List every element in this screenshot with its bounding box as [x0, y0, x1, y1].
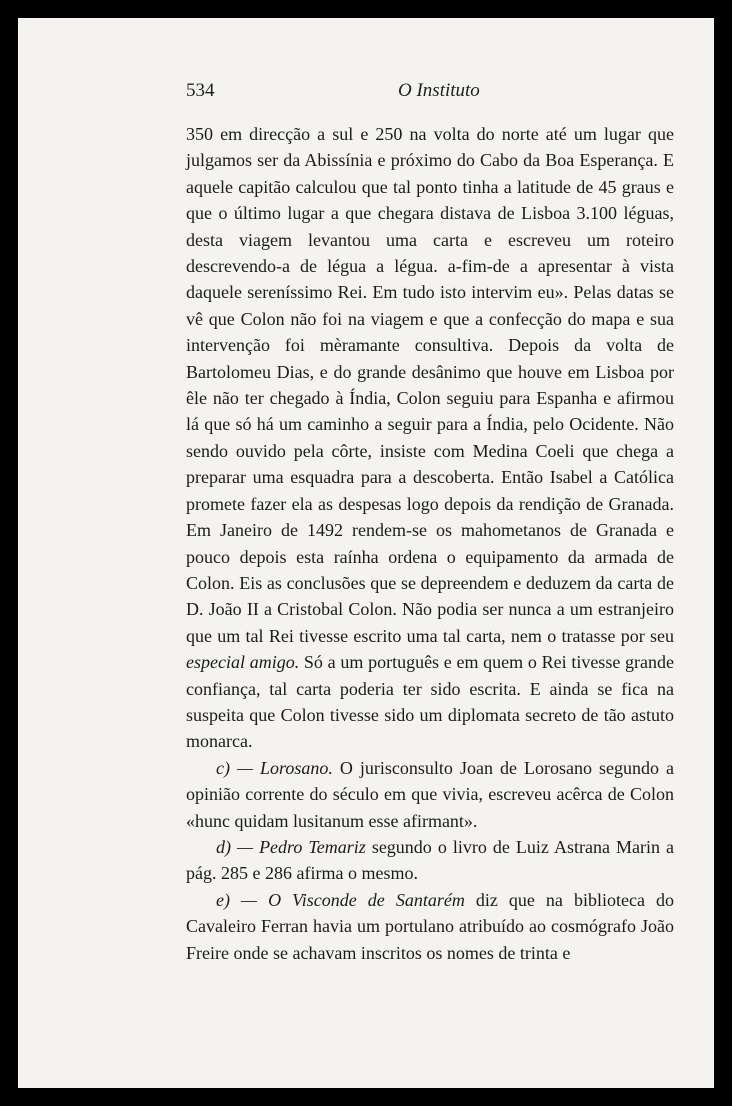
page-number: 534	[186, 80, 215, 101]
paragraph-e-label: e) — O Visconde de Santarém	[216, 889, 465, 910]
body-text	[186, 121, 674, 966]
paragraph-c-label: c) — Lorosano.	[216, 757, 333, 778]
paragraph-main-italic: especial amigo.	[186, 652, 300, 673]
paragraph-e-text: diz que na biblioteca do Cavaleiro Ferran havia um portulano atribuído ao cosmógrafo João Freire onde se achavam inscritos os nomes de trinta e	[186, 889, 674, 963]
paragraph-main-text: 350 em direcção a sul e 250 na volta do norte até um lugar que julgamos ser da Abissínia e próximo do Cabo da Boa Esperança. E aquele capitão calculou que tal ponto tinha a latitude de 45 graus e que o último lugar a que chegara distava de Lisboa 3.100 léguas, desta viagem levantou uma carta e escreveu um roteiro descrevendo-a de légua a légua. a-fim-de a apresentar à vista daquele sereníssimo Rei. Em tudo isto intervim eu». Pelas datas se vê que Colon não foi na viagem e que a confecção do mapa e sua intervenção foi mèramante consultiva. Depois da volta de Bartolomeu Dias, e do grande desânimo que houve em Lisboa por êle não ter chegado à Índia, Colon seguiu para Espanha e afirmou lá que só há um caminho a seguir para a Índia, pelo Ocidente. Não sendo ouvido pela côrte, insiste com Medina Coeli que chega a preparar uma esquadra para a descoberta. Então Isabel a Católica promete fazer ela as despesas logo depois da rendição de Granada. Em Janeiro de 1492 rendem-se os mahometanos de Granada e pouco depois esta raínha ordena o equipamento da armada de Colon. Eis as conclusões que se depreendem e deduzem da carta de D. João II a Cristobal Colon. Não podia ser nunca a um estranjeiro que um tal Rei tivesse escrito uma tal carta, nem o tratasse por seu	[186, 124, 674, 646]
running-title: O Instituto	[398, 80, 480, 101]
page-header	[186, 80, 696, 110]
book-page	[18, 18, 714, 1088]
paragraph-c-text: O jurisconsulto Joan de Lorosano segundo a opinião corrente do século em que vivia, escreveu acêrca de Colon «hunc quidam lusitanum esse afirmant».	[186, 757, 674, 831]
paragraph-d-text: segundo o livro de Luiz Astrana Marin a pág. 285 e 286 afirma o mesmo.	[186, 836, 674, 884]
paragraph-main-end: Só a um português e em quem o Rei tivesse grande confiança, tal carta poderia ter sido escrita. E ainda se fica na suspeita que Colon tivesse sido um diplomata secreto de tão astuto monarca.	[186, 652, 674, 752]
paragraph-d	[186, 834, 674, 887]
paragraph-main	[186, 121, 674, 755]
paragraph-d-label: d) — Pedro Temariz	[216, 836, 366, 857]
paragraph-c	[186, 755, 674, 834]
paragraph-e	[186, 887, 674, 966]
